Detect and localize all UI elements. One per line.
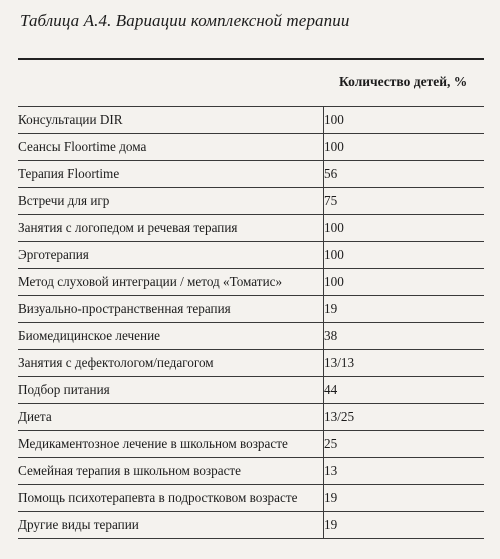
row-label: Подбор питания — [18, 377, 324, 404]
row-value: 13/13 — [324, 350, 485, 377]
table-row — [18, 296, 484, 323]
row-value: 100 — [324, 134, 485, 161]
row-label: Визуально-пространственная терапия — [18, 296, 324, 323]
table-row — [18, 107, 484, 134]
row-value: 13/25 — [324, 404, 485, 431]
table-row — [18, 269, 484, 296]
row-label: Диета — [18, 404, 324, 431]
row-value: 19 — [324, 296, 485, 323]
row-label: Помощь психотерапевта в подростковом возрасте — [18, 485, 324, 512]
row-label: Метод слуховой интеграции / метод «Томатис» — [18, 269, 324, 296]
top-rule — [18, 58, 484, 60]
table-row — [18, 188, 484, 215]
row-value: 100 — [324, 107, 485, 134]
row-label: Встречи для игр — [18, 188, 324, 215]
row-value: 100 — [324, 242, 485, 269]
row-value: 56 — [324, 161, 485, 188]
table-row — [18, 431, 484, 458]
row-value: 100 — [324, 215, 485, 242]
column-header-count: Количество детей, % — [339, 74, 468, 89]
row-label: Занятия с логопедом и речевая терапия — [18, 215, 324, 242]
row-value: 19 — [324, 485, 485, 512]
row-label: Медикаментозное лечение в школьном возрасте — [18, 431, 324, 458]
table-row — [18, 134, 484, 161]
row-value: 25 — [324, 431, 485, 458]
table-row — [18, 485, 484, 512]
table-row — [18, 404, 484, 431]
row-label: Другие виды терапии — [18, 512, 324, 539]
row-value: 100 — [324, 269, 485, 296]
row-value: 75 — [324, 188, 485, 215]
row-label: Консультации DIR — [18, 107, 324, 134]
row-value: 44 — [324, 377, 485, 404]
table-caption: Таблица А.4. Вариации комплексной терапии — [20, 11, 350, 30]
row-label: Занятия с дефектологом/педагогом — [18, 350, 324, 377]
table-row — [18, 242, 484, 269]
table-row — [18, 458, 484, 485]
table-row — [18, 215, 484, 242]
table-row — [18, 161, 484, 188]
table-row — [18, 323, 484, 350]
table-row — [18, 512, 484, 539]
therapy-table — [18, 106, 484, 539]
table-row — [18, 377, 484, 404]
row-label: Эрготерапия — [18, 242, 324, 269]
table-row — [18, 350, 484, 377]
row-value: 13 — [324, 458, 485, 485]
row-value: 19 — [324, 512, 485, 539]
row-label: Терапия Floortime — [18, 161, 324, 188]
row-label: Сеансы Floortime дома — [18, 134, 324, 161]
row-value: 38 — [324, 323, 485, 350]
row-label: Семейная терапия в школьном возрасте — [18, 458, 324, 485]
row-label: Биомедицинское лечение — [18, 323, 324, 350]
